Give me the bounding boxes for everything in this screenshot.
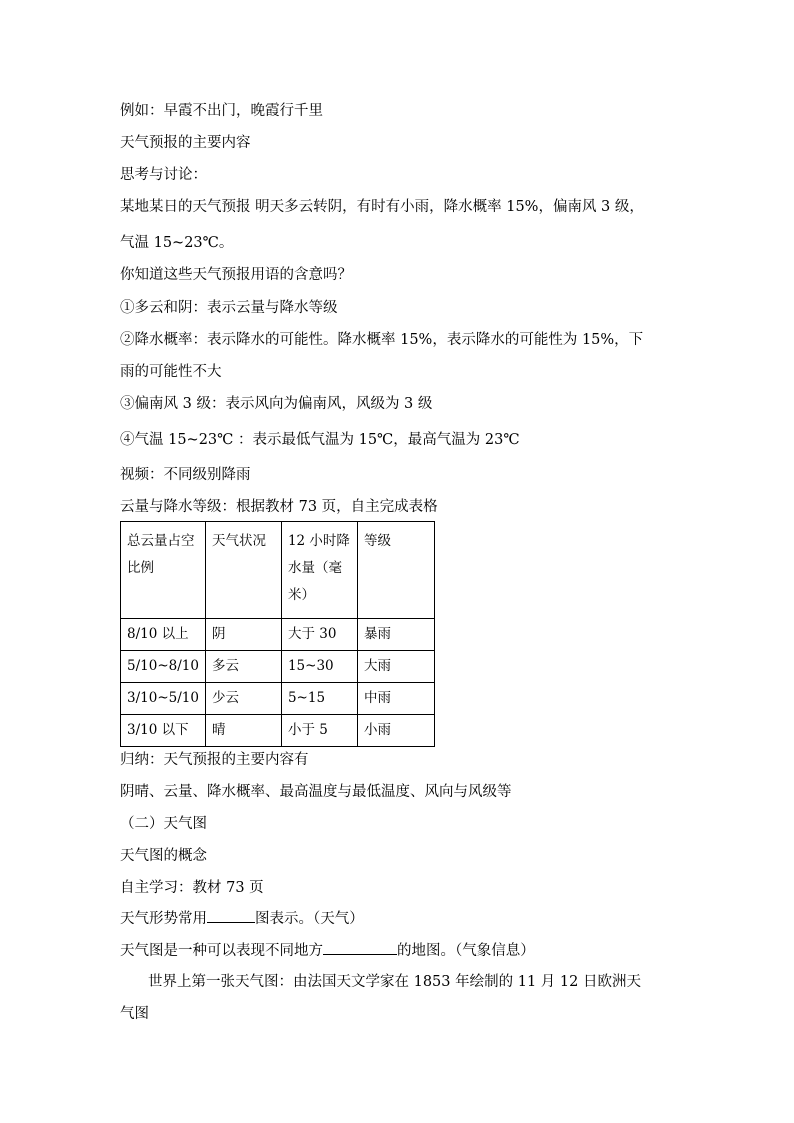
- text-line-map-concept: 天气图的概念: [120, 848, 207, 864]
- table-header-cell: 12 小时降水量（毫米）: [281, 522, 357, 619]
- table-cell: 小于 5: [281, 715, 357, 747]
- table-cell: 大雨: [357, 651, 434, 683]
- table-cell: 8/10 以上: [121, 619, 206, 651]
- table-cell: 3/10 以下: [121, 715, 206, 747]
- table-cell: 3/10~5/10: [121, 683, 206, 715]
- table-header-cell: 等级: [357, 522, 434, 619]
- text-line-question: 你知道这些天气预报用语的含意吗？: [120, 267, 352, 283]
- table-header-row: [121, 522, 435, 619]
- text-line-point-3: ③偏南风 3 级：表示风向为偏南风，风级为 3 级: [120, 396, 433, 412]
- text-line-fill-blank-1: [120, 908, 364, 929]
- table-cell: 多云: [205, 651, 281, 683]
- cloud-precipitation-table: [120, 521, 435, 747]
- table-cell: 15~30: [281, 651, 357, 683]
- fill-blank-prefix: 天气形势常用: [120, 911, 207, 927]
- text-line-point-2-cont: 雨的可能性不大: [120, 364, 222, 380]
- text-line-fill-blank-2: [120, 940, 535, 961]
- table-cell: 大于 30: [281, 619, 357, 651]
- text-line-point-1: ①多云和阴：表示云量与降水等级: [120, 300, 338, 316]
- table-cell: 小雨: [357, 715, 434, 747]
- text-line-summary-items: 阴晴、云量、降水概率、最高温度与最低温度、风向与风级等: [120, 784, 512, 800]
- text-line-forecast-example: 某地某日的天气预报 明天多云转阴，有时有小雨，降水概率 15%，偏南风 3 级，: [120, 199, 644, 215]
- text-line-video: 视频：不同级别降雨: [120, 467, 251, 483]
- table-cell: 晴: [205, 715, 281, 747]
- table-cell: 暴雨: [357, 619, 434, 651]
- text-line-forecast-content: 天气预报的主要内容: [120, 135, 251, 151]
- answer-blank: [323, 940, 397, 955]
- table-cell: 5/10~8/10: [121, 651, 206, 683]
- text-line-table-intro: 云量与降水等级：根据教材 73 页，自主完成表格: [120, 499, 438, 515]
- fill-blank-suffix: 图表示。（天气）: [255, 911, 364, 927]
- table-row: [121, 683, 435, 715]
- table-cell: 阴: [205, 619, 281, 651]
- text-line-self-study: 自主学习：教材 73 页: [120, 880, 264, 896]
- text-line-discussion: 思考与讨论：: [120, 167, 207, 183]
- table-header-cell: 总云量占空比例: [121, 522, 206, 619]
- text-line-first-weather-map-cont: 气图: [120, 1006, 149, 1022]
- text-line-point-2: ②降水概率：表示降水的可能性。降水概率 15%，表示降水的可能性为 15%，下: [120, 332, 644, 348]
- text-line-example-proverb: 例如：早霞不出门，晚霞行千里: [120, 103, 323, 119]
- fill-blank-suffix: 的地图。（气象信息）: [397, 943, 535, 959]
- table-cell: 5~15: [281, 683, 357, 715]
- table-header-cell: 天气状况: [205, 522, 281, 619]
- table-row: [121, 619, 435, 651]
- table-row: [121, 651, 435, 683]
- section-heading-weather-map: （二）天气图: [120, 816, 207, 832]
- text-line-temperature: 气温 15~23℃。: [120, 235, 234, 251]
- fill-blank-prefix: 天气图是一种可以表现不同地方: [120, 943, 323, 959]
- table-row: [121, 715, 435, 747]
- text-line-summary: 归纳：天气预报的主要内容有: [120, 752, 309, 768]
- table-cell: 中雨: [357, 683, 434, 715]
- text-line-point-4: ④气温 15~23℃ ：表示最低气温为 15℃，最高气温为 23℃: [120, 432, 520, 448]
- text-line-first-weather-map: 世界上第一张天气图：由法国天文学家在 1853 年绘制的 11 月 12 日欧洲天: [148, 974, 641, 990]
- answer-blank: [207, 908, 255, 923]
- table-cell: 少云: [205, 683, 281, 715]
